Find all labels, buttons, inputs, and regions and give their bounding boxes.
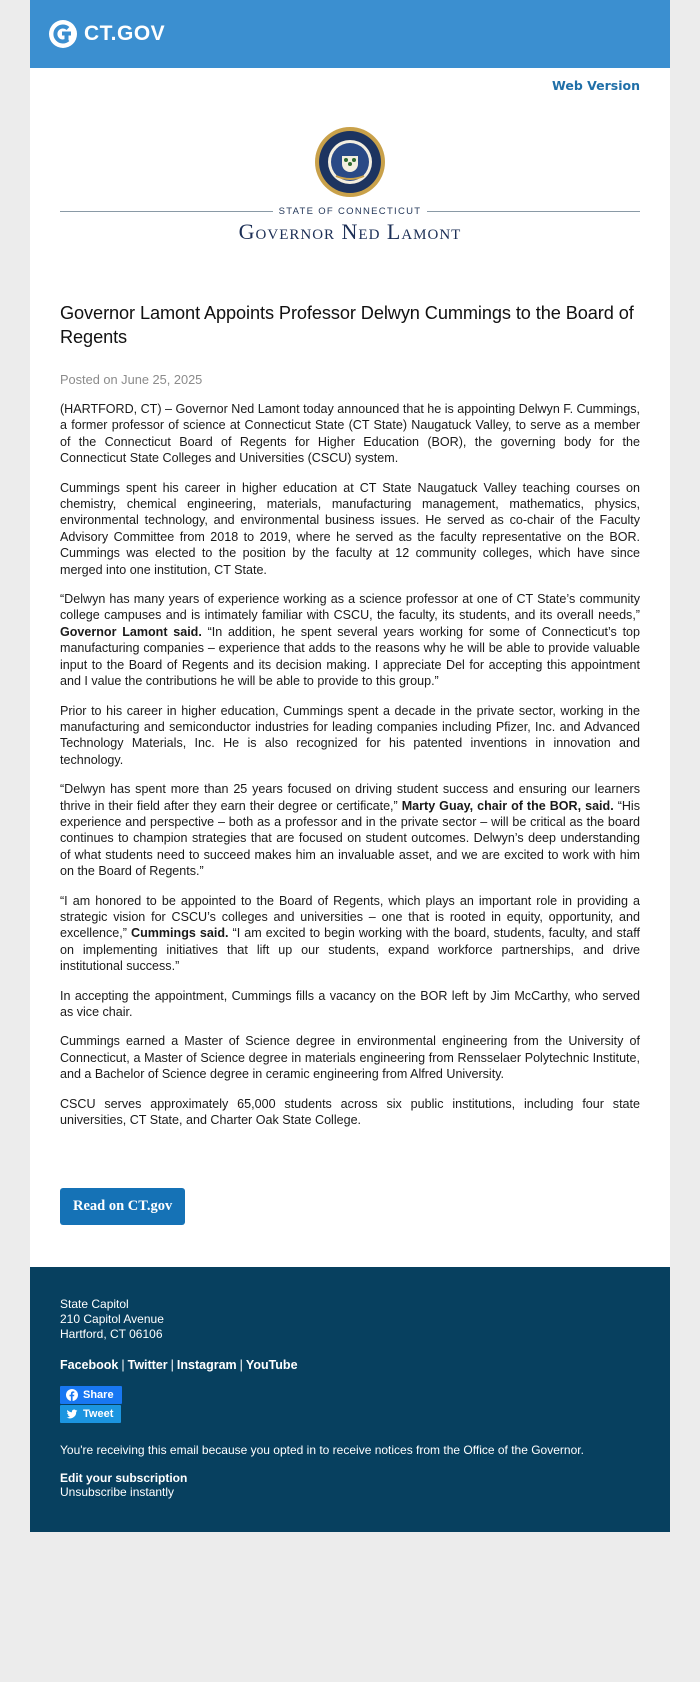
web-version-link[interactable]: Web Version bbox=[552, 78, 640, 93]
divider bbox=[427, 211, 640, 212]
top-bar bbox=[30, 0, 670, 68]
paragraph: CSCU serves approximately 65,000 students across six public institutions, including four state universities, CT State, and Charter Oak State College. bbox=[60, 1096, 640, 1128]
masthead-rule bbox=[60, 206, 640, 217]
email-body bbox=[30, 68, 670, 1267]
speaker-attribution: Marty Guay, chair of the BOR, said. bbox=[401, 798, 614, 813]
ct-gov-logo[interactable] bbox=[48, 19, 165, 49]
quote-text: “I am honored to be appointed to the Board of Regents, which plays an important role in providing a strategic vision for CSCU’s colleges and universities – one that is rooted in equity, opportunity, and excellence,” bbox=[60, 893, 640, 941]
edit-subscription-link[interactable]: Edit your subscription bbox=[60, 1471, 188, 1486]
article-title: Governor Lamont Appoints Professor Delwyn Cummings to the Board of Regents bbox=[60, 303, 634, 347]
divider bbox=[60, 211, 273, 212]
paragraph: Cummings earned a Master of Science degree in environmental engineering from the University of Connecticut, a Master of Science degree in materials engineering from Rensselaer Polytechnic Institute, and a Bachelor of Science degree in ceramic engineering from Alfred University. bbox=[60, 1034, 640, 1082]
youtube-link[interactable]: YouTube bbox=[245, 1358, 298, 1373]
quote-text: “Delwyn has many years of experience working as a science professor at one of CT State’s community college campuses and is intimately familiar with CSCU, the faculty, its students, and its overall needs,” bbox=[60, 592, 640, 623]
address bbox=[60, 1297, 640, 1342]
read-on-ctgov-button[interactable]: Read on CT.gov bbox=[60, 1188, 185, 1225]
footer bbox=[30, 1267, 670, 1532]
ct-logo-icon bbox=[48, 19, 78, 49]
posted-date: Posted on June 25, 2025 bbox=[60, 372, 203, 387]
paragraph bbox=[60, 893, 640, 975]
facebook-icon bbox=[66, 1389, 78, 1401]
link-separator: | bbox=[170, 1358, 174, 1373]
tweet-button[interactable] bbox=[60, 1405, 121, 1423]
instagram-link[interactable]: Instagram bbox=[176, 1358, 237, 1373]
speaker-attribution: Governor Lamont said. bbox=[60, 624, 202, 639]
paragraph bbox=[60, 591, 640, 689]
tweet-label: Tweet bbox=[83, 1408, 114, 1421]
facebook-link[interactable]: Facebook bbox=[60, 1358, 119, 1373]
paragraph bbox=[60, 781, 640, 879]
paragraph: In accepting the appointment, Cummings fills a vacancy on the BOR left by Jim McCarthy, who served as vice chair. bbox=[60, 988, 640, 1019]
paragraph: (HARTFORD, CT) – Governor Ned Lamont today announced that he is appointing Delwyn F. Cummings, a former professor of science at Connecticut State (CT State) Naugatuck Valley, to serve as a member of the Connecticut Board of Regents for Higher Education (BOR), the governing body for the Connecticut State Colleges and Universities (CSCU) system. bbox=[60, 402, 640, 466]
state-seal-icon bbox=[314, 126, 386, 198]
quote-text: “His experience and perspective – both as a professor and in the private sector – will be critical as the board continues to champion strategies that are focused on student outcomes. Delwyn’s deep understanding of what students need to succeed makes him an invaluable asset, and we are excited to work with him on the Board of Regents.” bbox=[60, 798, 640, 879]
social-links bbox=[60, 1358, 640, 1372]
address-line: Hartford, CT 06106 bbox=[60, 1327, 163, 1342]
twitter-link[interactable]: Twitter bbox=[127, 1358, 168, 1373]
state-of-connecticut: STATE OF CONNECTICUT bbox=[278, 206, 422, 217]
quote-text: “Delwyn has spent more than 25 years focused on driving student success and ensuring our learners thrive in their field after they earn their degree or certificate,” bbox=[60, 782, 640, 813]
quote-text: “I am excited to begin working with the board, students, faculty, and staff on implementing initiatives that lift up our students, expand workforce partnerships, and drive institutional success.” bbox=[60, 926, 640, 974]
address-line: State Capitol bbox=[60, 1297, 129, 1312]
governor-name: Governor Ned Lamont bbox=[238, 219, 462, 244]
share-buttons bbox=[60, 1386, 640, 1423]
twitter-bird-icon bbox=[66, 1408, 78, 1420]
link-separator: | bbox=[121, 1358, 125, 1373]
subscription-notice: You're receiving this email because you opted in to receive notices from the Office of the Governor. bbox=[60, 1443, 584, 1458]
masthead bbox=[60, 126, 640, 245]
paragraph: Prior to his career in higher education, Cummings spent a decade in the private sector, working in the manufacturing and semiconductor industries for leading companies including Pfizer, Inc. and Advanced Technology Materials, Inc. He is also recognized for his patented inventions in innovation and technology. bbox=[60, 703, 640, 767]
paragraph: Cummings spent his career in higher education at CT State Naugatuck Valley teaching courses on chemistry, chemical engineering, materials, manufacturing management, mathematics, physics, environmental technology, and environmental business issues. He served as co-chair of the Faculty Advisory Committee from 2018 to 2019, where he served as the faculty representative on the BOR. Cummings was elected to the position by the faculty at 12 community colleges, which have since merged into one institution, CT State. bbox=[60, 480, 640, 577]
quote-text: “In addition, he spent several years working for some of Connecticut’s top manufacturing companies – experience that adds to the reasons why he will be able to provide valuable input to the Board of Regents and its decision making. I appreciate Del for accepting this appointment and I value the contributions he will be able to provide to this group.” bbox=[60, 624, 641, 689]
article-body bbox=[60, 401, 640, 1128]
link-separator: | bbox=[239, 1358, 243, 1373]
logo-text: CT.GOV bbox=[84, 22, 166, 45]
email-container bbox=[30, 0, 670, 1532]
speaker-attribution: Cummings said. bbox=[131, 926, 229, 941]
facebook-share-button[interactable] bbox=[60, 1386, 122, 1404]
share-label: Share bbox=[83, 1389, 114, 1402]
unsubscribe-link[interactable]: Unsubscribe instantly bbox=[60, 1485, 175, 1500]
address-line: 210 Capitol Avenue bbox=[60, 1312, 164, 1327]
